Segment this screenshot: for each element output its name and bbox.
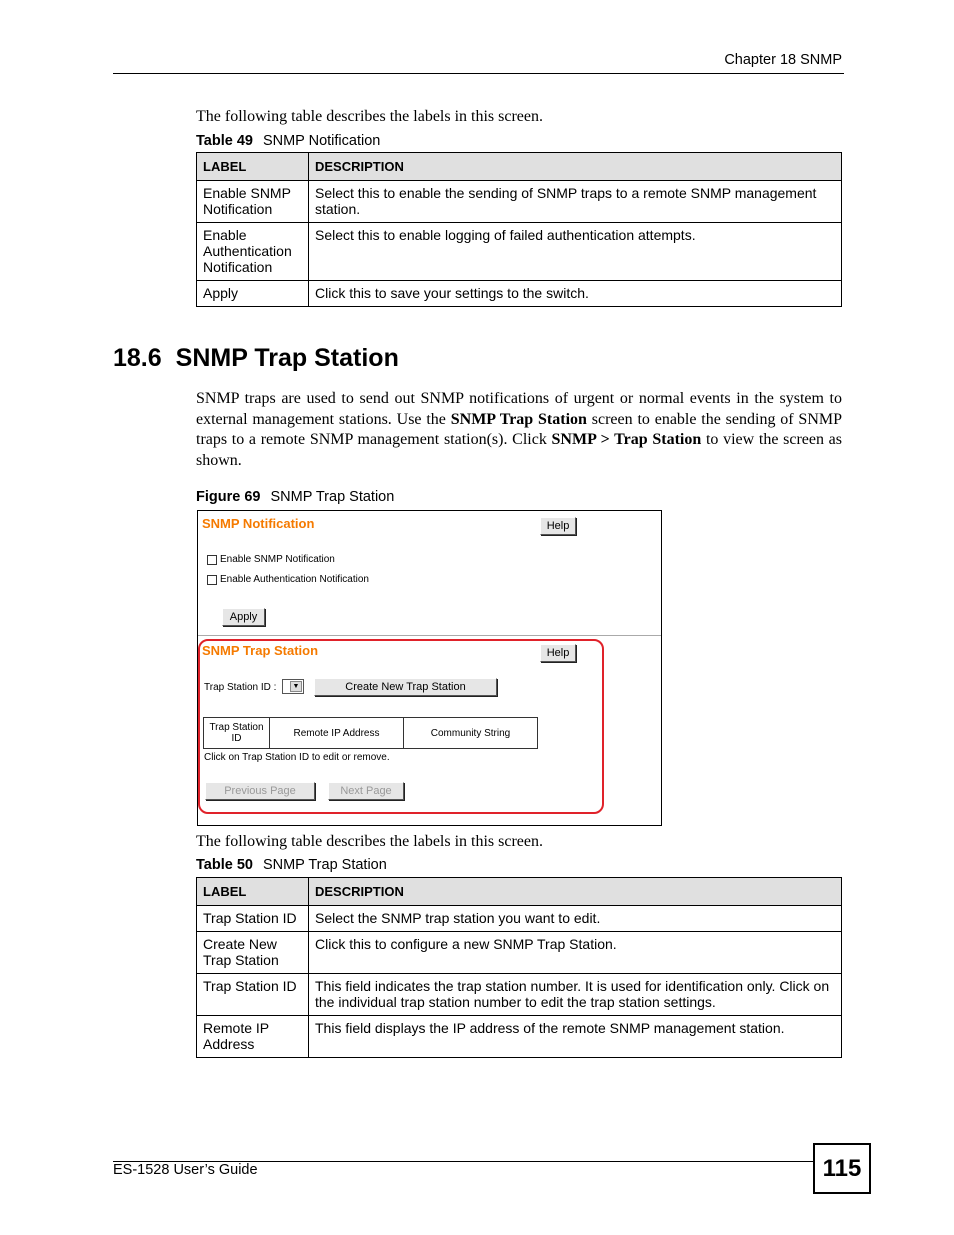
create-new-trap-station-button[interactable]: Create New Trap Station <box>314 678 497 696</box>
col-trap-station-id: Trap Station ID <box>204 718 270 749</box>
edit-hint-text: Click on Trap Station ID to edit or remove. <box>204 752 390 763</box>
row-label: Enable SNMP Notification <box>197 181 309 223</box>
para-text: screen to enable the sending of SNMP traps to a remote SNMP management station(s). Click <box>196 410 843 448</box>
table-row <box>197 281 842 307</box>
help-button[interactable]: Help <box>540 517 576 535</box>
figure-divider <box>198 635 661 636</box>
para-bold: SNMP Trap Station <box>450 410 587 428</box>
section-name: SNMP Trap Station <box>175 344 399 372</box>
table-row <box>197 1016 842 1058</box>
row-label: Enable Authentication Notification <box>197 223 309 281</box>
table-row <box>197 974 842 1016</box>
table-50-number: Table 50 <box>196 857 253 873</box>
table-50-title: SNMP Trap Station <box>262 857 387 873</box>
section-number: 18.6 <box>113 344 162 372</box>
para-bold: SNMP > Trap Station <box>551 431 702 448</box>
para-text: SNMP traps are used to send out SNMP notifications of urgent or normal events in the system to external management stations. Use the <box>196 390 842 428</box>
highlight-outline <box>198 639 604 814</box>
enable-auth-notification-row[interactable] <box>207 574 369 585</box>
row-description: Select this to enable logging of failed authentication attempts. <box>309 223 842 281</box>
row-label: Trap Station ID <box>197 906 309 932</box>
header-description: DESCRIPTION <box>309 878 842 906</box>
header-label: LABEL <box>197 153 309 181</box>
para-text: to view the screen as shown. <box>196 431 842 469</box>
figure-caption <box>196 489 394 505</box>
page-number: 115 <box>813 1143 871 1194</box>
table-50 <box>196 877 842 1058</box>
enable-snmp-notification-row[interactable] <box>207 554 335 565</box>
table-row <box>197 223 842 281</box>
snmp-notification-title: SNMP Notification <box>202 516 315 531</box>
figure-title: SNMP Trap Station <box>270 489 395 505</box>
row-description: Click this to configure a new SNMP Trap Station. <box>309 932 842 974</box>
chapter-header: Chapter 18 SNMP <box>724 52 842 68</box>
header-description: DESCRIPTION <box>309 153 842 181</box>
table-49-number: Table 49 <box>196 133 253 149</box>
header-rule <box>113 73 844 74</box>
table-50-caption <box>196 857 387 873</box>
table-49-caption <box>196 133 380 149</box>
intro-text-2: The following table describes the labels in this screen. <box>196 833 544 850</box>
intro-text-1: The following table describes the labels in this screen. <box>196 108 544 125</box>
footer-guide-title: ES-1528 User’s Guide <box>113 1162 258 1178</box>
header-label: LABEL <box>197 878 309 906</box>
table-row <box>197 181 842 223</box>
next-page-button[interactable]: Next Page <box>328 782 404 800</box>
col-community-string: Community String <box>404 718 538 749</box>
row-description: This field displays the IP address of the remote SNMP management station. <box>309 1016 842 1058</box>
col-remote-ip-address: Remote IP Address <box>270 718 404 749</box>
table-row <box>197 906 842 932</box>
help-button[interactable]: Help <box>540 644 576 662</box>
row-label: Trap Station ID <box>197 974 309 1016</box>
row-label: Remote IP Address <box>197 1016 309 1058</box>
row-label: Create New Trap Station <box>197 932 309 974</box>
row-description: Select this to enable the sending of SNMP traps to a remote SNMP management station. <box>309 181 842 223</box>
enable-snmp-notification-label: Enable SNMP Notification <box>220 554 335 565</box>
chevron-down-icon: ▼ <box>290 681 302 692</box>
row-label: Apply <box>197 281 309 307</box>
row-description: Select the SNMP trap station you want to edit. <box>309 906 842 932</box>
figure-number: Figure 69 <box>196 489 261 505</box>
row-description: Click this to save your settings to the switch. <box>309 281 842 307</box>
section-title <box>113 344 399 373</box>
trap-station-id-label: Trap Station ID : <box>204 682 277 693</box>
section-paragraph <box>196 389 842 471</box>
apply-button[interactable]: Apply <box>222 608 265 626</box>
enable-snmp-notification-checkbox[interactable] <box>207 555 217 565</box>
enable-auth-notification-checkbox[interactable] <box>207 575 217 585</box>
table-header-row <box>197 878 842 906</box>
row-description: This field indicates the trap station number. It is used for identification only. Click on the individual trap station number to edit the trap station settings. <box>309 974 842 1016</box>
previous-page-button[interactable]: Previous Page <box>205 782 315 800</box>
table-49-title: SNMP Notification <box>262 133 381 149</box>
figure-screenshot <box>197 510 662 826</box>
table-header-row <box>197 153 842 181</box>
table-row <box>197 932 842 974</box>
snmp-trap-station-title: SNMP Trap Station <box>202 643 319 658</box>
enable-auth-notification-label: Enable Authentication Notification <box>220 574 369 585</box>
table-49 <box>196 152 842 307</box>
